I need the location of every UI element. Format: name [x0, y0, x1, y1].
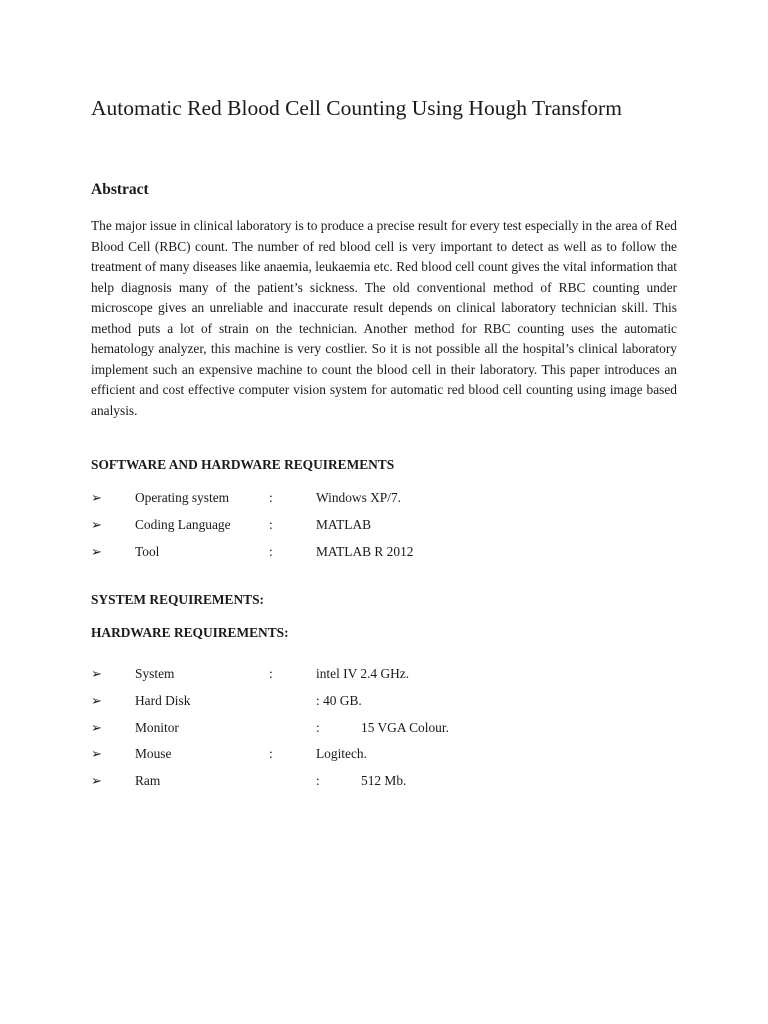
software-hardware-heading: SOFTWARE AND HARDWARE REQUIREMENTS — [91, 457, 395, 472]
requirement-colon: : — [269, 517, 273, 532]
abstract-heading: Abstract — [91, 181, 149, 198]
hardware-requirements-heading: HARDWARE REQUIREMENTS: — [91, 625, 289, 640]
requirement-value: Logitech. — [316, 746, 367, 761]
arrow-bullet-icon: ➢ — [91, 517, 102, 532]
arrow-bullet-icon: ➢ — [91, 490, 102, 505]
arrow-bullet-icon: ➢ — [91, 773, 102, 788]
requirement-row — [91, 542, 691, 562]
requirement-label: Hard Disk — [135, 693, 191, 708]
system-requirements-heading: SYSTEM REQUIREMENTS: — [91, 592, 264, 607]
requirement-row — [91, 718, 691, 738]
requirement-label: Tool — [135, 544, 160, 559]
requirement-label: Mouse — [135, 746, 172, 761]
requirement-row — [91, 744, 691, 764]
requirement-label: Ram — [135, 773, 161, 788]
requirement-value: 512 Mb. — [361, 773, 407, 788]
requirement-value: MATLAB R 2012 — [316, 544, 414, 559]
requirement-label: Coding Language — [135, 517, 231, 532]
arrow-bullet-icon: ➢ — [91, 720, 102, 735]
requirement-colon: : — [269, 666, 273, 681]
requirement-row — [91, 664, 691, 684]
requirement-value: intel IV 2.4 GHz. — [316, 666, 410, 681]
requirement-colon: : — [316, 773, 320, 788]
arrow-bullet-icon: ➢ — [91, 544, 102, 559]
requirement-value: 15 VGA Colour. — [361, 720, 449, 735]
arrow-bullet-icon: ➢ — [91, 693, 102, 708]
requirement-label: Operating system — [135, 490, 230, 505]
arrow-bullet-icon: ➢ — [91, 746, 102, 761]
requirement-colon: : — [316, 720, 320, 735]
requirement-value: : 40 GB. — [316, 693, 362, 708]
requirement-colon: : — [269, 746, 273, 761]
requirement-colon: : — [269, 490, 273, 505]
document-title: Automatic Red Blood Cell Counting Using Hough Transform — [91, 96, 622, 120]
arrow-bullet-icon: ➢ — [91, 666, 102, 681]
requirement-row — [91, 771, 691, 791]
requirement-row — [91, 488, 691, 508]
requirement-row — [91, 691, 691, 711]
abstract-text: The major issue in clinical laboratory is to produce a precise result for every test especially in the area of Red Blood Cell (RBC) count. The number of red blood cell is very important to detect as well as to follow the treatment of many diseases like anaemia, leukaemia etc. Red blood cell count gives the vital information that help diagnosis many of the patient’s sickness. The old conventional method of RBC counting under microscope gives an unreliable and inaccurate result depends on clinical laboratory technician skill. This method puts a lot of strain on the technician. Another method for RBC counting uses the automatic hematology analyzer, this machine is very costlier. So it is not possible all the hospital’s clinical laboratory implement such an expensive machine to count the blood cell in their laboratory. This paper introduces an efficient and cost effective computer vision system for automatic red blood cell counting using image based analysis. — [91, 218, 677, 418]
requirement-label: Monitor — [135, 720, 179, 735]
requirement-row — [91, 515, 691, 535]
requirement-colon: : — [269, 544, 273, 559]
requirement-value: MATLAB — [316, 517, 372, 532]
requirement-label: System — [135, 666, 175, 681]
requirement-value: Windows XP/7. — [316, 490, 402, 505]
